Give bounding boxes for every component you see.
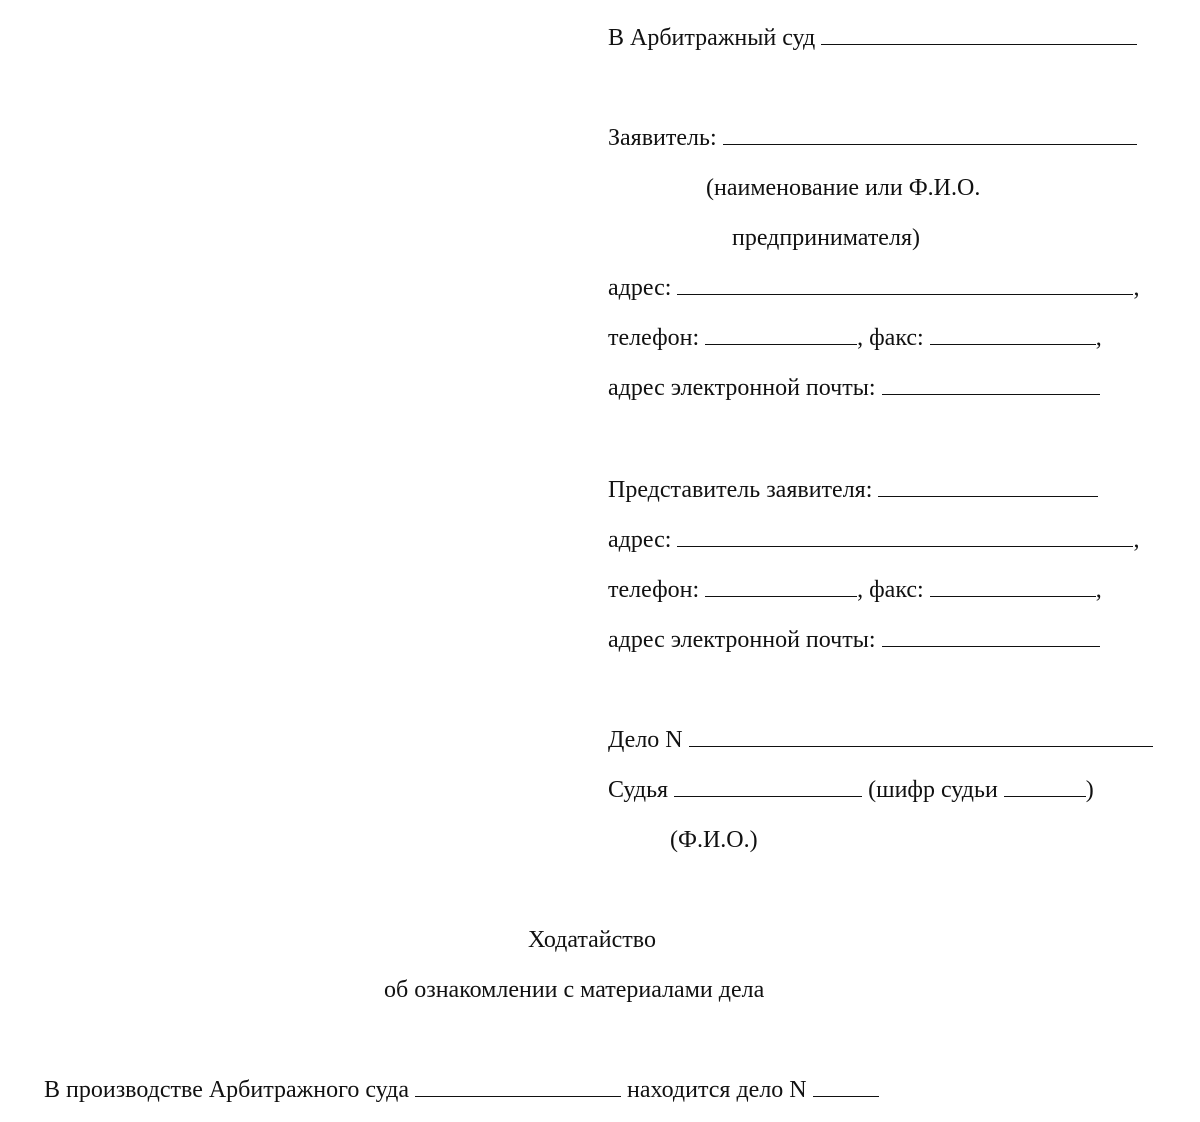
fax-label: , факс:: [857, 325, 924, 351]
comma: ,: [1095, 325, 1102, 351]
body-text-2: находится дело N: [627, 1077, 807, 1103]
applicant-line: [608, 124, 1137, 152]
applicant-phone-field[interactable]: [705, 324, 857, 345]
phone-label: телефон:: [608, 325, 700, 351]
applicant-note-line-1: (наименование или Ф.И.О.: [706, 175, 981, 201]
body-text-1: В производстве Арбитражного суда: [44, 1077, 410, 1103]
representative-name-field[interactable]: [878, 476, 1098, 497]
address-label: адрес:: [608, 275, 672, 301]
case-label: Дело N: [608, 727, 683, 753]
representative-phone-line: [608, 576, 1102, 604]
representative-fax-field[interactable]: [930, 576, 1096, 597]
representative-email-line: [608, 626, 1100, 654]
applicant-label: Заявитель:: [608, 125, 717, 151]
document-title: Ходатайство: [528, 927, 656, 953]
judge-label: Судья: [608, 777, 669, 803]
court-name-field[interactable]: [821, 24, 1137, 45]
applicant-note-line-2: предпринимателя): [732, 225, 920, 251]
judge-code-field[interactable]: [1004, 776, 1086, 797]
court-line: [608, 24, 1137, 52]
court-label: В Арбитражный суд: [608, 25, 816, 51]
close-paren: ): [1085, 777, 1094, 803]
comma: ,: [1133, 275, 1140, 301]
email-label: адрес электронной почты:: [608, 627, 876, 653]
applicant-address-line: [608, 274, 1139, 302]
phone-label: телефон:: [608, 577, 700, 603]
applicant-fax-field[interactable]: [930, 324, 1096, 345]
document-subtitle: об ознакомлении с материалами дела: [384, 977, 765, 1003]
representative-line: [608, 476, 1098, 504]
address-label: адрес:: [608, 527, 672, 553]
body-line: [44, 1076, 879, 1104]
comma: ,: [1133, 527, 1140, 553]
judge-line: [608, 776, 1094, 804]
email-label: адрес электронной почты:: [608, 375, 876, 401]
judge-fio-note: (Ф.И.О.): [670, 827, 758, 853]
representative-address-line: [608, 526, 1139, 554]
applicant-phone-line: [608, 324, 1102, 352]
representative-email-field[interactable]: [882, 626, 1100, 647]
judge-code-label: (шифр судьи: [868, 777, 998, 803]
judge-name-field[interactable]: [674, 776, 862, 797]
applicant-email-line: [608, 374, 1100, 402]
comma: ,: [1095, 577, 1102, 603]
court-name-body-field[interactable]: [415, 1076, 621, 1097]
case-number-body-field[interactable]: [813, 1076, 879, 1097]
case-line: [608, 726, 1153, 754]
case-number-field[interactable]: [689, 726, 1153, 747]
representative-phone-field[interactable]: [705, 576, 857, 597]
applicant-email-field[interactable]: [882, 374, 1100, 395]
representative-label: Представитель заявителя:: [608, 477, 873, 503]
fax-label: , факс:: [857, 577, 924, 603]
applicant-address-field[interactable]: [677, 274, 1133, 295]
applicant-name-field[interactable]: [723, 124, 1137, 145]
representative-address-field[interactable]: [677, 526, 1133, 547]
